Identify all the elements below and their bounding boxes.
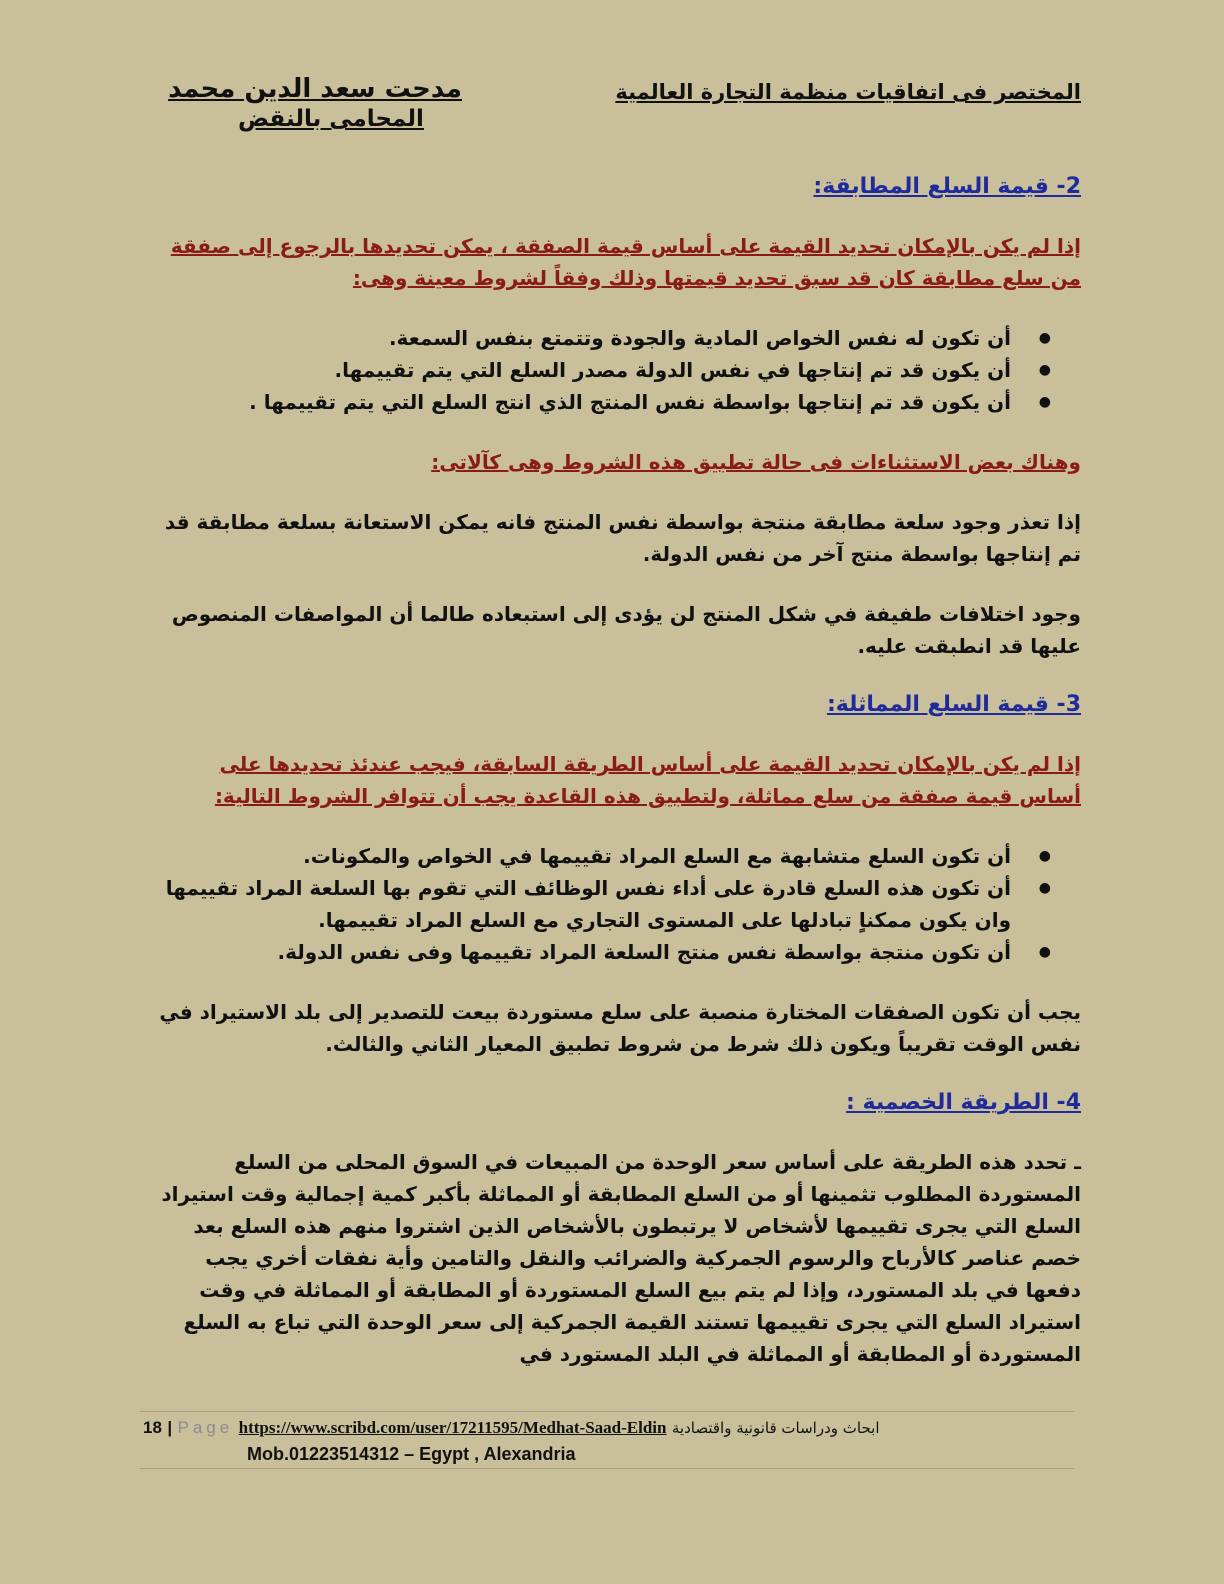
list-item: ● أن يكون قد تم إنتاجها في نفس الدولة مصدر السلع التي يتم تقييمها. bbox=[152, 354, 1011, 386]
author-name: مدحت سعد الدين محمد bbox=[168, 74, 462, 104]
footer-contact: Mob.01223514312 – Egypt , Alexandria bbox=[247, 1444, 576, 1464]
list-item: ● أن تكون السلع متشابهة مع السلع المراد تقييمها في الخواص والمكونات. bbox=[152, 840, 1011, 872]
author-role: المحامى بالنقض bbox=[238, 106, 424, 132]
list-item: ● أن يكون قد تم إنتاجها بواسطة نفس المنتج الذي انتج السلع التي يتم تقييمها . bbox=[152, 386, 1011, 418]
footer-bottom-rule bbox=[140, 1468, 1074, 1469]
footer-series-title: ابحاث ودراسات قانونية واقتصادية bbox=[671, 1419, 880, 1437]
exception-paragraph-2: وجود اختلافات طفيفة في شكل المنتج لن يؤدى إلى استبعاده طالما أن المواصفات المنصوص عليها قد انطبقت عليه. bbox=[171, 602, 1081, 658]
list-item: ● أن تكون له نفس الخواص المادية والجودة وتتمتع بنفس السمعة. bbox=[152, 322, 1011, 354]
transactions-note-paragraph: يجب أن تكون الصفقات المختارة منصبة على سلع مستوردة بيعت للتصدير إلى بلد الاستيراد في نفس الوقت تقريباً ويكون ذلك شرط من شروط تطبيق المعيار الثاني والثالث. bbox=[159, 1000, 1081, 1056]
section-heading-similar-goods: 3- قيمة السلع المماثلة: bbox=[826, 692, 1081, 717]
list-item: ● أن تكون هذه السلع قادرة على أداء نفس الوظائف التي تقوم بها السلعة المراد تقييمها وان يكون ممكناٍ تبادلها على المستوى التجاري مع السلع المراد تقييمها. bbox=[152, 872, 1011, 936]
conditions-list-identical bbox=[152, 322, 1081, 418]
section-intro-identical-goods: إذا لم يكن بالإمكان تحديد القيمة على أساس قيمة الصفقة ، يمكن تحديدها بالرجوع إلى صفقة من سلع مطابقة كان قد سبق تحديد قيمتها وذلك وفقاً لشروط معينة وهى: bbox=[170, 234, 1081, 290]
page-number: 18 bbox=[143, 1418, 162, 1437]
list-item: ● أن تكون منتجة بواسطة نفس منتج السلعة المراد تقييمها وفى نفس الدولة. bbox=[152, 936, 1011, 968]
scribd-profile-link[interactable]: https://www.scribd.com/user/17211595/Medhat-Saad-Eldin bbox=[238, 1418, 667, 1437]
deductive-method-paragraph: ـ تحدد هذه الطريقة على أساس سعر الوحدة من المبيعات في السوق المحلى من السلع المستوردة المطلوب تثمينها أو من السلع المطابقة أو المماثلة بأكبر كمية إجمالية وقت استيراد السلع التي يجرى تقييمها لأشخاص لا يرتبطون بالأشخاص الذين اشتروا منهم هذه السلع بعد خصم عناصر كالأرباح والرسوم الجمركية والضرائب والنقل والتامين وأية نفقات أخري يجب دفعها في بلد المستورد، وإذا لم يتم بيع السلع المستوردة أو المطابقة أو المماثلة في وقت استيراد السلع التي يجرى تقييمها تستند القيمة الجمركية إلى سعر الوحدة التي تباع به السلع المستوردة أو المطابقة أو المماثلة في البلد المستورد في bbox=[161, 1150, 1081, 1366]
section-intro-similar-goods: إذا لم يكن بالإمكان تحديد القيمة على أساس الطريقة السابقة، فيجب عندئذ تحديدها على أساس قيمة صفقة من سلع مماثلة، ولتطبيق هذه القاعدة يجب أن تتوافر الشروط التالية: bbox=[214, 752, 1081, 808]
page-label: Page bbox=[177, 1418, 234, 1437]
page-body bbox=[152, 172, 1081, 1370]
book-title-header: المختصر فى اتفاقيات منظمة التجارة العالمية bbox=[615, 80, 1081, 104]
author-block bbox=[168, 74, 462, 132]
section-heading-deductive-method: 4- الطريقة الخصمية : bbox=[846, 1090, 1081, 1115]
conditions-list-similar bbox=[152, 840, 1081, 968]
section-heading-identical-goods: 2- قيمة السلع المطابقة: bbox=[813, 174, 1081, 199]
exception-paragraph-1: إذا تعذر وجود سلعة مطابقة منتجة بواسطة نفس المنتج فانه يمكن الاستعانة بسلعة مطابقة قد تم إنتاجها بواسطة منتج آخر من نفس الدولة. bbox=[164, 510, 1081, 566]
footer-top-rule bbox=[140, 1411, 1074, 1412]
footer-separator: | bbox=[167, 1418, 173, 1437]
exceptions-heading: وهناك بعض الاستثناءات فى حالة تطبيق هذه الشروط وهى كآلاتى: bbox=[431, 450, 1081, 474]
page-footer bbox=[143, 1418, 1074, 1438]
